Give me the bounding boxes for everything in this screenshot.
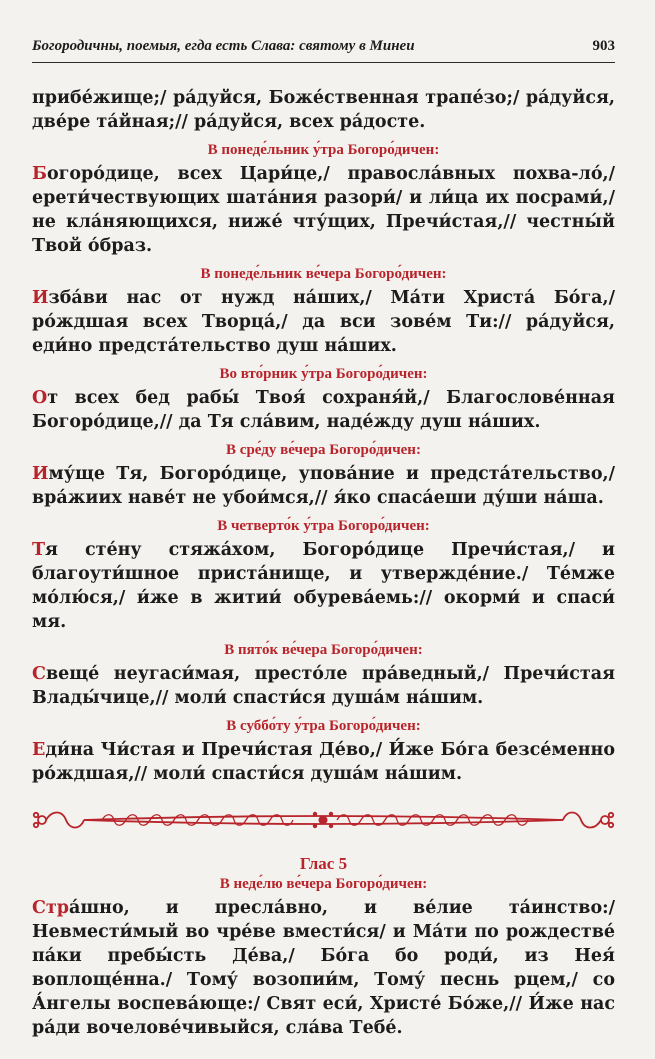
paragraph [32, 896, 615, 1040]
initial-letter: С [32, 664, 46, 684]
initial-letter: И [32, 288, 49, 308]
header-rule [32, 62, 615, 63]
initial-letter: И [32, 464, 49, 484]
running-head [32, 38, 615, 55]
rubric-heading: В неде́лю ве́чера Богоро́дичен: [219, 876, 428, 892]
paragraph-text: я сте́ну стяжа́хом, Богоро́дице Пречи́стая,/ и благоути́шное приста́нище, и утвержде́ние./ Те́мже мо́лю́ся,/ и́же в житии́ обурева́емь:// окорми́ и спаси́ мя. [32, 540, 615, 632]
paragraph-text: му́ще Тя, Богоро́дице, упова́ние и предста́тельство,/ вра́жиих наве́т не убои́мся,// я́ко спаса́еши ду́ши на́ша. [32, 464, 615, 508]
paragraph-text: т всех бед рабы́ Твоя́ сохраня́й,/ Благослове́нная Богоро́дице,// да Тя сла́вим, наде́жду душ на́ших. [32, 388, 615, 432]
vine-ornament-icon [32, 806, 615, 834]
rubric-heading: В суббо́ту у́тра Богоро́дичен: [226, 718, 421, 734]
initial-letter: Стр [32, 898, 70, 918]
paragraph-text: веще́ неугаси́мая, престо́ле пра́ведный,/ Пречи́стая Влады́чице,// моли́ спасти́ся душа́м на́шим. [32, 664, 615, 708]
rubric-heading: В понеде́льник ве́чера Богоро́дичен: [200, 266, 447, 282]
paragraph [32, 86, 615, 134]
page-body [32, 86, 615, 1040]
paragraph [32, 538, 615, 634]
rubric-heading: В сре́ду ве́чера Богоро́дичен: [226, 442, 421, 458]
rubric-heading: Во вто́рник у́тра Богоро́дичен: [219, 366, 428, 382]
paragraph-text: а́шно, и пресла́вно, и ве́лие та́инство:/ Невмести́мый во чре́ве вмести́ся/ и Ма́ти по рождестве́ па́ки пребы́сть Де́ва,/ Бо́га бо роди́, из Нея́ воплоще́нна./ Тому́ возопии́м, Тому́ песнь рцем,/ со А́нгелы воспева́юще:/ Свят еси́, Христе́ Бо́же,// И́же нас ра́ди вочелове́чивыйся, сла́ва Тебе́. [32, 898, 615, 1038]
rubric-heading: В пято́к ве́чера Богоро́дичен: [224, 642, 423, 658]
paragraph [32, 662, 615, 710]
paragraph-text: огоро́дице, всех Цари́це,/ правосла́вных похва-ло́,/ ерети́чествующих шата́ния разори́/ и ли́ца их посрами́,/ не кла́няющихся, ниже́ чту́щих, Пречи́стая,// честны́й Твой о́браз. [32, 164, 615, 256]
tone-heading: Глас 5 [299, 854, 348, 873]
running-head-title: Богородичны, поемыя, егда есть Слава: святому в Минеи [32, 38, 415, 54]
paragraph [32, 286, 615, 358]
page-number: 903 [592, 38, 615, 54]
rubric-heading: В четверто́к у́тра Богоро́дичен: [217, 518, 430, 534]
initial-letter: Е [32, 740, 46, 760]
initial-letter: О [32, 388, 48, 408]
paragraph [32, 162, 615, 258]
paragraph [32, 738, 615, 786]
initial-letter: Б [32, 164, 47, 184]
paragraph [32, 386, 615, 434]
initial-letter: Т [32, 540, 46, 560]
paragraph [32, 462, 615, 510]
rubric-heading: В понеде́льник у́тра Богоро́дичен: [207, 142, 440, 158]
paragraph-text: ди́на Чи́стая и Пречи́стая Де́во,/ И́же Бо́га безсе́менно ро́ждшая,// моли́ спасти́ся душа́м на́шим. [32, 740, 615, 784]
paragraph-text: прибе́жище;/ ра́дуйся, Боже́ственная трапе́зо;/ ра́дуйся, две́ре та́йная;// ра́дуйся, всех ра́досте. [32, 88, 615, 132]
paragraph-text: зба́ви нас от нужд на́ших,/ Ма́ти Христа́ Бо́га,/ ро́ждшая всех Творца́,/ да вси зове́м Ти:// ра́дуйся, еди́но предста́тельство душ на́ших. [32, 288, 615, 356]
